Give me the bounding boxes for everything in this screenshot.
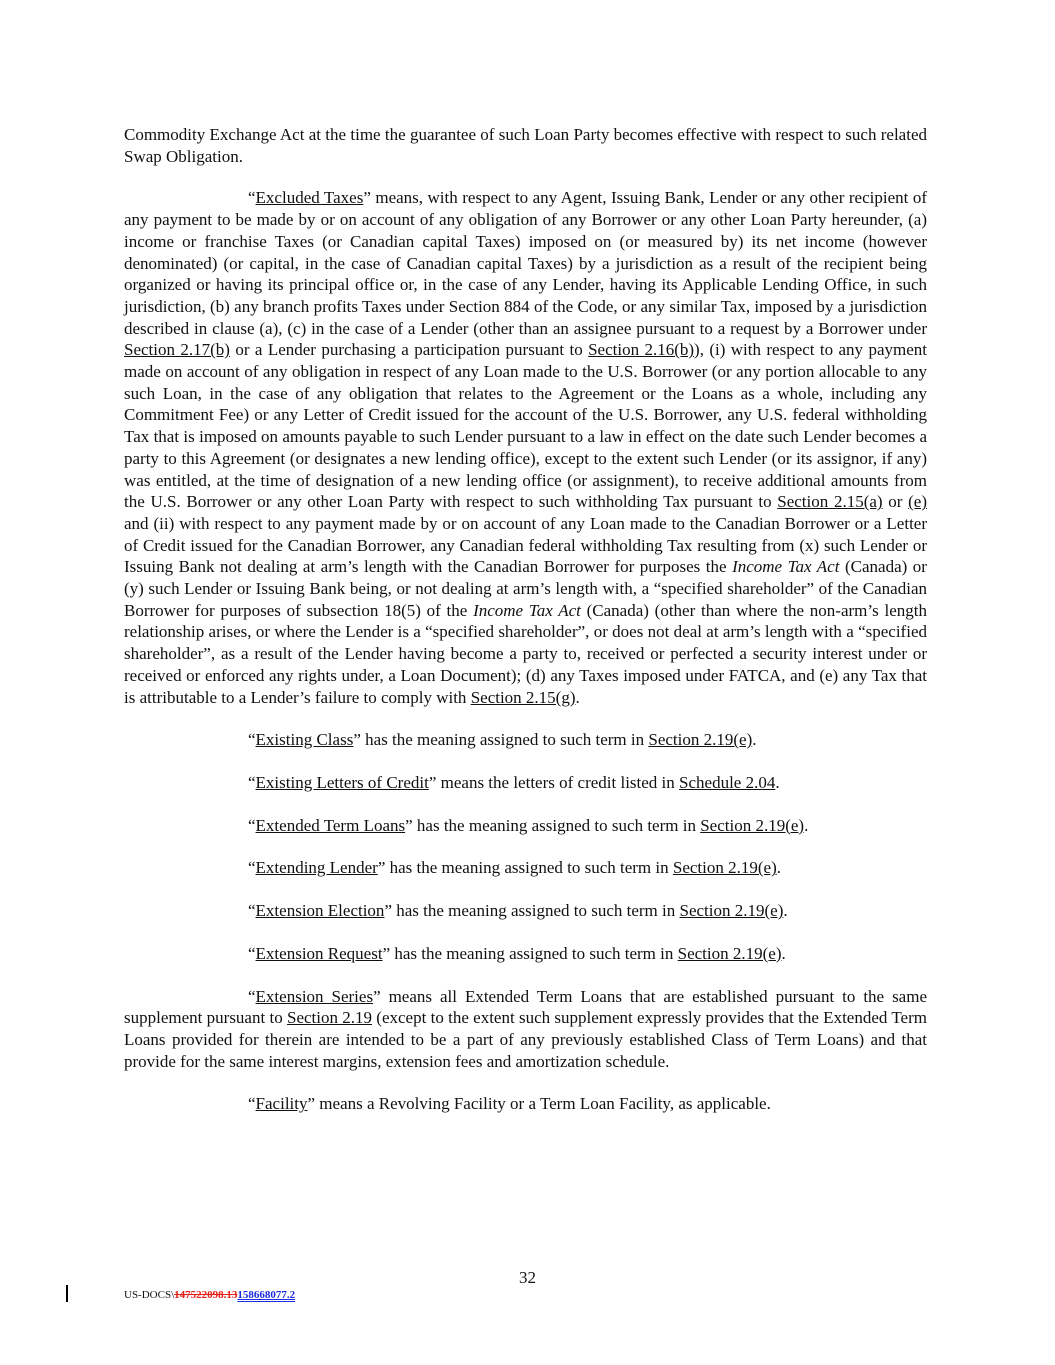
cross-reference: Section 2.19(e) — [679, 901, 784, 921]
quote-close: ” — [363, 188, 371, 208]
defined-term: Excluded Taxes — [255, 188, 364, 208]
cross-reference: Section 2.17(b) — [124, 340, 230, 360]
definition-extension-request — [124, 943, 927, 965]
text: ” means the letters of credit listed in — [428, 772, 680, 792]
text: ” has the meaning assigned to such term in — [384, 901, 680, 921]
text: or — [882, 492, 909, 512]
definition-extending-lender — [124, 857, 927, 879]
cross-reference: Section 2.15(a) — [777, 492, 883, 512]
defined-term: Extension Election — [255, 901, 385, 921]
text: ” has the meaning assigned to such term in — [405, 815, 701, 835]
quote-open: “ — [248, 188, 256, 208]
italic-title: Income Tax Act — [732, 557, 840, 577]
defined-term: Extension Request — [255, 943, 383, 963]
text: means, with respect to any Agent, Issuing Bank, Lender or any other recipient of any payment to be made by or on account of any obligation of any Borrower or any other Loan Party hereunder, (a) income or franchise Taxes (or Canadian capital Taxes) imposed on (or measured by) its net income (however denominated) (or capital, in the case of Canadian capital Taxes) by a jurisdiction as a result of the recipient being organized or having its principal office or, in the case of any Lender, having its Applicable Lending Office, in such jurisdiction, (b) any branch profits Taxes under Section 884 of the Code, or any similar Tax, imposed by a jurisdiction described in clause (a), (c) in the case of a Lender (other than an assignee pursuant to a request by a Borrower under — [124, 188, 927, 338]
cross-reference: Section 2.15(g) — [470, 687, 576, 707]
quote-open: “ — [248, 986, 256, 1006]
revision-change-bar — [66, 1285, 68, 1302]
quote-close: ” — [373, 986, 381, 1006]
cross-reference: Section 2.19(e) — [648, 730, 753, 750]
doc-id-prefix: US-DOCS\ — [124, 1289, 175, 1301]
paragraph-continuation: Commodity Exchange Act at the time the guarantee of such Loan Party becomes effective with respect to such related Swap Obligation. — [124, 125, 927, 166]
text: ” means a Revolving Facility or a Term Loan Facility, as applicable. — [307, 1094, 771, 1114]
text: ” has the meaning assigned to such term in — [353, 730, 649, 750]
document-body — [124, 124, 927, 1115]
cross-reference: Section 2.16(b) — [588, 340, 695, 360]
quote-open: “ — [248, 858, 256, 878]
text: and (ii) with respect to any payment made by or on account of any Loan made to the Canadian Borrower or a Letter of Credit issued for the Canadian Borrower, any Canadian federal withholding Tax resulting from (x) such Lender or Issuing Bank not dealing at arm’s length with the Canadian Borrower for purposes the — [124, 513, 927, 577]
defined-term: Extension Series — [255, 986, 374, 1006]
definition-extended-term-loans — [124, 815, 927, 837]
quote-open: “ — [248, 730, 256, 750]
cross-reference: Section 2.19(e) — [700, 815, 805, 835]
definition-extension-series — [124, 986, 927, 1073]
text: ), (i) with respect to any payment made on account of any obligation in respect of any Loan made to the U.S. Borrower (or any portion allocable to any such Loan, in the case of any obligation that relates to the Agreement or the Loans as a whole, including any Commitment Fee) or any Letter of Credit issued for the account of the U.S. Borrower, any U.S. federal withholding Tax that is imposed on amounts payable to such Lender pursuant to a law in effect on the date such Lender becomes a party to this Agreement (or designates a new lending office), except to the extent such Lender (or its assignor, if any) was entitled, at the time of designation of a new lending office (or assignment), to receive additional amounts from the U.S. Borrower or any other Loan Party with respect to such withholding Tax pursuant to — [124, 340, 927, 512]
defined-term: Extending Lender — [255, 858, 378, 878]
italic-title: Income Tax Act — [473, 600, 581, 620]
text: . — [804, 815, 809, 835]
definition-existing-class — [124, 729, 927, 751]
definition-excluded-taxes — [124, 187, 927, 708]
text: ” has the meaning assigned to such term in — [382, 943, 678, 963]
text: . — [781, 943, 786, 963]
text: . — [776, 858, 781, 878]
definition-facility — [124, 1093, 927, 1115]
defined-term: Facility — [255, 1094, 308, 1114]
text: (Canada) or (y) such Lender or Issuing Bank being, or not dealing at arm’s length with, a “specified shareholder” of the Canadian Borrower for purposes of subsection 18(5) of the — [124, 557, 927, 620]
text: (Canada) (other than where the non-arm’s length relationship arises, or where the Lender is a “specified shareholder”, or does not deal at arm’s length with a “specified shareholder”, as a result of the Lender having become a party to, received or perfected a security interest under or received or enforced any rights under, a Loan Document); (d) any Taxes imposed under FATCA, and (e) any Tax that is attributable to a Lender’s failure to comply with — [124, 600, 927, 707]
doc-id-deleted: 147522098.13 — [174, 1289, 238, 1301]
quote-open: “ — [248, 772, 256, 792]
text: means all Extended Term Loans that are established pursuant to the same supplement pursuant to — [124, 986, 927, 1028]
defined-term: Extended Term Loans — [255, 815, 406, 835]
cross-reference: (e) — [908, 492, 927, 512]
quote-open: “ — [248, 901, 256, 921]
defined-term: Existing Class — [255, 730, 354, 750]
text: . — [575, 687, 580, 707]
cross-reference: Section 2.19 — [286, 1008, 373, 1028]
document-id — [124, 1289, 295, 1301]
quote-open: “ — [248, 815, 256, 835]
defined-term: Existing Letters of Credit — [255, 772, 429, 792]
cross-reference: Schedule 2.04 — [679, 772, 776, 792]
quote-open: “ — [248, 1094, 256, 1114]
cross-reference: Section 2.19(e) — [677, 943, 782, 963]
text: or a Lender purchasing a participation pursuant to — [229, 340, 589, 360]
text: . — [752, 730, 757, 750]
text: . — [783, 901, 788, 921]
definition-existing-letters-of-credit — [124, 772, 927, 794]
cross-reference: Section 2.19(e) — [672, 858, 777, 878]
quote-open: “ — [248, 943, 256, 963]
text: . — [775, 772, 780, 792]
definition-extension-election — [124, 900, 927, 922]
page-number: 32 — [519, 1268, 536, 1287]
doc-id-inserted: 158668077.2 — [237, 1289, 296, 1301]
text: (except to the extent such supplement expressly provides that the Extended Term Loans provided for therein are intended to be a part of any previously established Class of Term Loans) and that provide for the same interest margins, extension fees and amortization schedule. — [124, 1008, 927, 1071]
text: ” has the meaning assigned to such term in — [377, 858, 673, 878]
